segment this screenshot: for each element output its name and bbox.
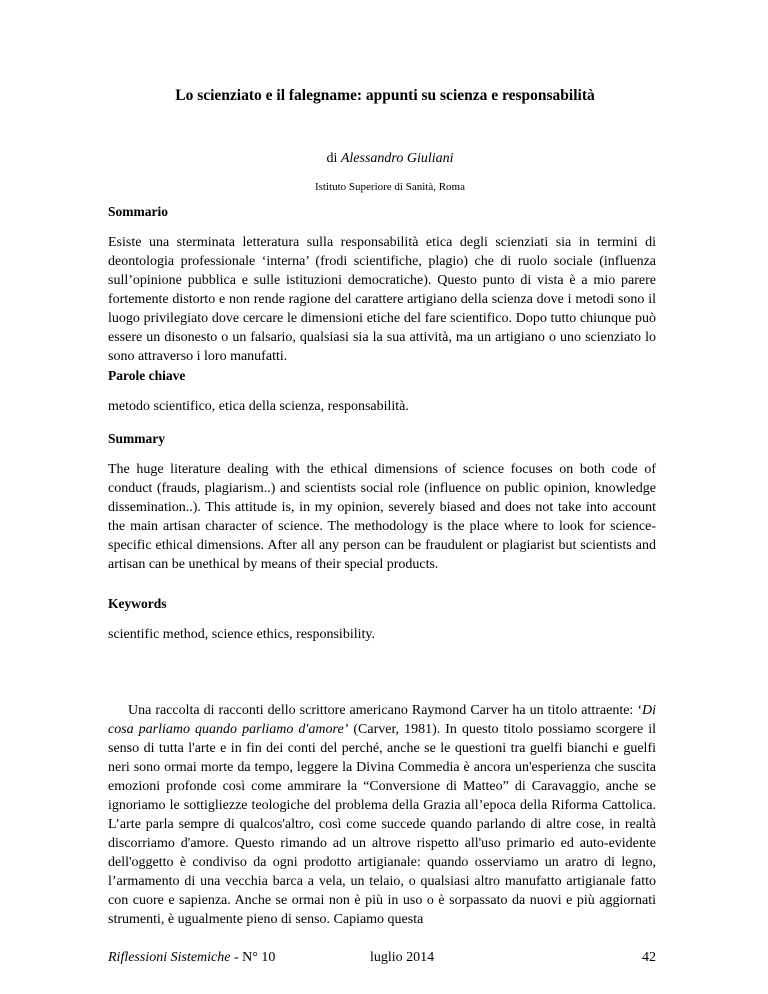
summary-heading: Summary — [108, 431, 165, 446]
author-line — [0, 151, 768, 167]
author-prefix: di — [326, 151, 341, 166]
page-number: 42 — [642, 950, 656, 965]
parole-chiave-text: metodo scientifico, etica della scienza, responsabilità. — [108, 399, 409, 414]
author-affiliation: Istituto Superiore di Sanità, Roma — [314, 181, 465, 193]
keywords-heading: Keywords — [108, 596, 167, 611]
keywords-text: scientific method, science ethics, responsibility. — [108, 627, 375, 642]
author-name: Alessandro Giuliani — [340, 151, 454, 166]
journal-name: Riflessioni Sistemiche — [108, 950, 231, 965]
article-title: Lo scienziato e il falegname: appunti su scienza e responsabilità — [175, 87, 595, 104]
footer-journal — [108, 950, 275, 966]
body-text-start: Una raccolta di racconti dello scrittore americano Raymond Carver ha un titolo attraente: ‘ — [128, 703, 642, 718]
summary-text: The huge literature dealing with the ethical dimensions of science focuses on both code of conduct (frauds, plagiarism..) and scientists social role (influence on public opinion, knowledge dissemination..). This attitude is, in my opinion, severely biased and does not take into account the main artisan character of science. The methodology is the place where to look for science-specific ethical dimensions. After all any person can be fraudulent or plagiarist but scientists and artisan can be unethical by means of their special products. — [108, 462, 656, 572]
book-title: Di cosa parliamo quando parliamo d'amore’ — [108, 703, 656, 737]
body-paragraph — [108, 701, 656, 929]
sommario-text: Esiste una sterminata letteratura sulla responsabilità etica degli scienziati sia in termini di deontologia professionale ‘interna’ (frodi scientifiche, plagio) che di ruolo sociale (influenza sull’opinione pubblica e sulle istituzioni democratiche). Questo punto di vista è a mio parere fortemente distorto e non rende ragione del carattere artigiano della scienza dove i metodi sono il luogo privilegiato dove cercare le dimensioni etiche del fare scientifico. Dopo tutto chiunque può essere un disonesto o un falsario, qualsiasi sia la sua attività, ma un artigiano o uno scienziato lo sono attraverso i loro manufatti. — [108, 235, 656, 364]
journal-number: - N° 10 — [230, 950, 276, 965]
body-text-rest: (Carver, 1981). In questo titolo possiamo scorgere il senso di tutta l'arte e in fin dei conti del perché, anche se le questioni tra guelfi bianchi e guelfi neri sono ormai morte da tempo, leggere la Divina Commedia è ancora un'esperienza che suscita emozioni profonde così come ammirare la “Conversione di Matteo” di Caravaggio, anche se ignoriamo le sottigliezze teologiche del problema della Grazia all’epoca della Riforma Cattolica. L’arte parla sempre di qualcos'altro, così come succede quando parlando di altre cose, in realtà discorriamo d'amore. Questo rimando ad un altrove rispetto all'uso primario ed auto-evidente dell'oggetto è condiviso da ogni prodotto artigianale: quando osserviamo un aratro di legno, l’armamento di una vecchia barca a vela, un telaio, o qualsiasi altro manufatto artigianale fatto con cuore e sapienza. Anche se ormai non è più in uso o è sorpassato da nuovi e più aggiornati strumenti, è ugualmente pieno di senso. Capiamo questa — [108, 722, 656, 927]
footer-date: luglio 2014 — [370, 950, 435, 965]
page-footer — [108, 950, 656, 970]
sommario-heading: Sommario — [108, 204, 168, 219]
parole-chiave-heading: Parole chiave — [108, 368, 186, 383]
